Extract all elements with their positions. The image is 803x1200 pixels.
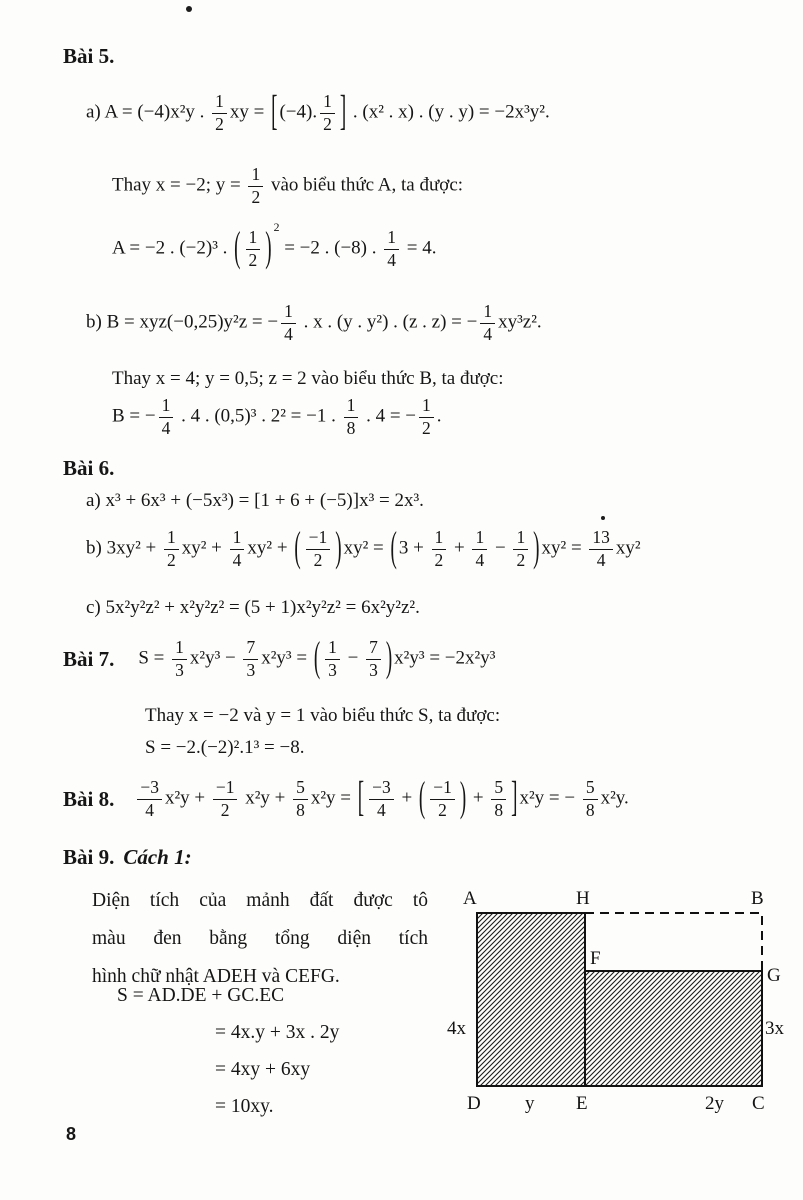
land-plot-figure — [443, 878, 791, 1123]
page-number: 8 — [66, 1124, 77, 1144]
rectangle-cefg-hatched — [585, 971, 762, 1086]
exercise-7-title: Bài 7. — [63, 646, 115, 671]
vertex-label-a: A — [463, 888, 477, 909]
paragraph-line: màu đen bằng tổng diện tích — [92, 928, 428, 949]
exercise-9-paragraph — [92, 882, 428, 996]
vertex-label-d: D — [467, 1093, 481, 1114]
vertex-label-f: F — [590, 948, 601, 969]
vertex-label-g: G — [767, 965, 781, 986]
exercise-9-title: Bài 9. — [63, 845, 115, 869]
dimension-label-bottom-right: 2y — [705, 1093, 724, 1114]
exercise-7-substitution-text: Thay x = −2 và y = 1 vào biểu thức S, ta được: — [145, 705, 501, 726]
exercise-9-equation-1: S = AD.DE + GC.EC — [117, 985, 285, 1006]
exercise-9-equation-4: = 10xy. — [215, 1096, 274, 1117]
dashed-outline-hbg — [585, 913, 762, 971]
vertex-label-e: E — [576, 1093, 588, 1114]
exercise-8-equation: $\frac{-3}{4}$ x²y + $\frac{-1}{2}$ x²y + $\frac{5}{8}$ x²y = [ $\frac{-3}{4}$ + ( $\frac{-1}{2}$ ) + $\frac{5}{8}$ ] x²y = − $\frac{5}{8}$ x²y. — [134, 778, 628, 820]
exercise-8-title: Bài 8. — [63, 786, 115, 811]
exercise-5b-equation: b) B = xyz(−0,25)y²z = − $\frac{1}{4}$ . x . (y . y²) . (z . z) = − $\frac{1}{4}$ xy³z². — [86, 301, 542, 344]
exercise-9-equation-3: = 4xy + 6xy — [215, 1059, 311, 1080]
dimension-label-right: 3x — [765, 1018, 784, 1039]
dimension-label-bottom-left: y — [525, 1093, 535, 1114]
exercise-6a-equation: a) x³ + 6x³ + (−5x³) = [1 + 6 + (−5)]x³ = 2x³. — [86, 490, 424, 511]
paragraph-line: hình chữ nhật ADEH và CEFG. — [92, 966, 340, 987]
exercise-6-title: Bài 6. — [63, 456, 115, 480]
exercise-5a-evaluation: A = −2 . (−2)³ . ( $\frac{1}{2}$ ) $^2$ = −2 . (−8) . $\frac{1}{4}$ = 4. — [112, 221, 437, 272]
exercise-7-equation: S = $\frac{1}{3}$ x²y³ − $\frac{7}{3}$ x²y³ = ( $\frac{1}{3}$ − $\frac{7}{3}$ ) x²y³ = −2x²y³ — [138, 634, 496, 682]
exercise-7-row — [63, 634, 496, 682]
exercise-9-method-label: Cách 1: — [123, 845, 192, 869]
exercise-9-title-row — [63, 845, 192, 870]
paragraph-line: Diện tích của mảnh đất được tô — [92, 890, 428, 911]
rectangle-adeh-hatched — [477, 913, 585, 1086]
exercise-5a-equation: a) A = (−4)x²y . $\frac{1}{2}$ xy = [ (−4). $\frac{1}{2}$ ] . (x² . x) . (y . y) = −2x³y². — [86, 88, 550, 136]
exercise-7-evaluation: S = −2.(−2)².1³ = −8. — [145, 737, 305, 758]
exercise-6c-equation: c) 5x²y²z² + x²y²z² = (5 + 1)x²y²z² = 6x²y²z². — [86, 597, 420, 618]
figure-svg — [443, 878, 791, 1118]
exercise-8-row — [63, 774, 629, 822]
exercise-9-equation-2: = 4x.y + 3x . 2y — [215, 1022, 340, 1043]
exercise-5-title: Bài 5. — [63, 44, 115, 68]
ink-speck — [601, 516, 605, 520]
exercise-5b-evaluation: B = − $\frac{1}{4}$ . 4 . (0,5)³ . 2² = −1 . $\frac{1}{8}$ . 4 = − $\frac{1}{2}$ . — [112, 395, 442, 438]
vertex-label-c: C — [752, 1093, 765, 1114]
vertex-label-b: B — [751, 888, 764, 909]
ink-speck — [186, 6, 192, 12]
vertex-label-h: H — [576, 888, 590, 909]
exercise-6b-equation: b) 3xy² + $\frac{1}{2}$ xy² + $\frac{1}{4}$ xy² + ( $\frac{-1}{2}$ ) xy² = ( 3 + $\frac{1}{2}$ + $\frac{1}{4}$ − $\frac{1}{2}$ ) xy² = $\frac{13}{4}$ xy² — [86, 524, 641, 572]
exercise-5b-substitution-text: Thay x = 4; y = 0,5; z = 2 vào biểu thức B, ta được: — [112, 368, 504, 389]
dimension-label-left: 4x — [447, 1018, 466, 1039]
exercise-5a-substitution-text: Thay x = −2; y = $\frac{1}{2}$ vào biểu thức A, ta được: — [112, 164, 464, 207]
